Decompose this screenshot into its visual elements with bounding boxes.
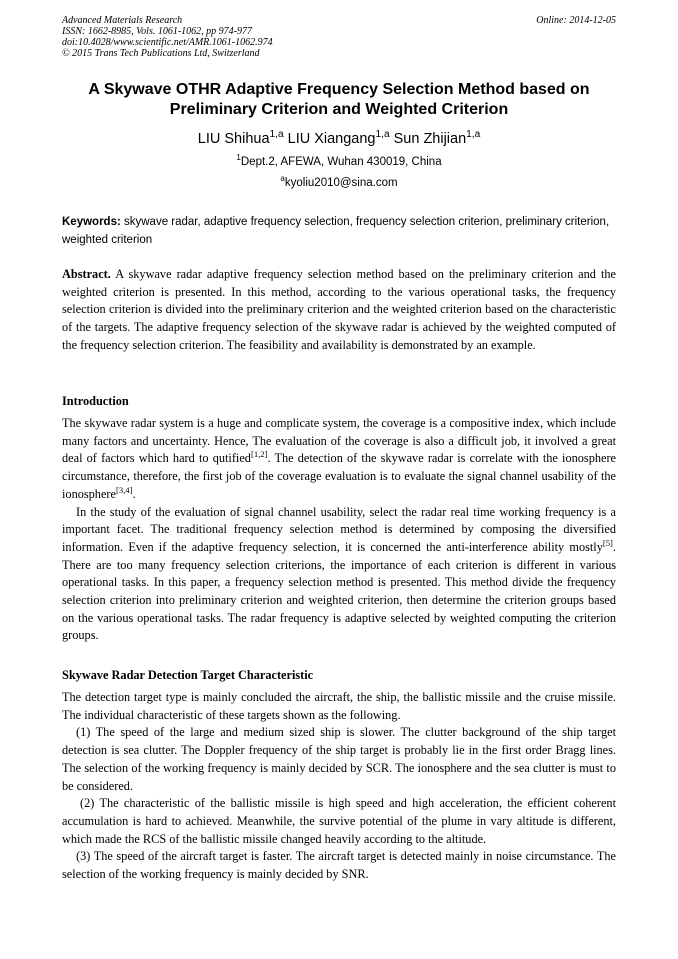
introduction-heading: Introduction <box>62 394 129 408</box>
intro-p2-text-b: . There are too many frequency selection criterions, the importance of each criterion is different in various operational tasks. In this paper, a frequency selection method is presented. This method divide the frequency selection criterion into preliminary criterion and weighted criterion, then determine the criterion groups based on the various operational tasks. The radar frequency is adaptive selected by weighted computing the criterion groups. <box>62 539 616 643</box>
intro-p1-text-c: . <box>132 486 136 501</box>
paper-title: A Skywave OTHR Adaptive Frequency Selection Method based on Preliminary Criterion and Weighted Criterion <box>88 81 590 118</box>
citation-1-2: [1,2] <box>250 449 268 460</box>
intro-p1-text-b: . The detection of the skywave radar is correlate with the ionosphere circumstance, therefore, the first job of the coverage evaluation is to evaluate the signal channel usability of the ionosphere <box>62 451 617 501</box>
abstract <box>62 266 616 355</box>
author-superscript: 1,a <box>466 129 481 141</box>
section2-paragraph-ship: (1) The speed of the large and medium sized ship is slower. The clutter background of the ship target detection is sea clutter. The Doppler frequency of the ship target is probably lie in the first order Bragg lines. The selection of the working frequency is mainly decided by SCR. The ionosphere and the sea clutter is must to be considered. <box>62 725 616 793</box>
introduction-body <box>62 415 616 645</box>
section-2-body <box>62 689 616 884</box>
email-superscript: a <box>280 174 285 184</box>
intro-paragraph-2 <box>62 504 616 646</box>
section-heading-target-characteristic: Skywave Radar Detection Target Characteristic <box>62 668 314 682</box>
section2-paragraph-aircraft: (3) The speed of the aircraft target is faster. The aircraft target is detected mainly in noise circumstance. The selection of the working frequency is mainly decided by SNR. <box>62 849 616 882</box>
intro-paragraph-1 <box>62 415 616 504</box>
affiliation-text: Dept.2, AFEWA, Wuhan 430019, China <box>240 156 442 168</box>
affiliation-superscript: 1 <box>236 153 241 163</box>
abstract-label: Abstract. <box>62 267 111 281</box>
section2-paragraph-ballistic: (2) The characteristic of the ballistic missile is high speed and high acceleration, the efficient coherent accumulation is hard to achieved. Meanwhile, the survive potential of the plume in vary altitude is different, which made the RCS of the ballistic missile changed heavily according to the altitude. <box>62 796 616 846</box>
email-text: kyoliu2010@sina.com <box>284 177 398 189</box>
intro-p2-text-a: In the study of the evaluation of signal channel usability, select the radar real time working frequency is a important facet. The traditional frequency selection method is determined by composing the diversified information. Even if the adaptive frequency selection, it is concerned the anti-interference ability mostly <box>62 504 616 554</box>
affiliation <box>62 155 616 170</box>
journal-header <box>62 15 616 59</box>
journal-name: Advanced Materials Research <box>62 15 183 26</box>
keywords-label: Keywords: <box>62 216 121 228</box>
author-superscript: 1,a <box>375 129 390 141</box>
abstract-text: A skywave radar adaptive frequency selection method based on the preliminary criterion and the weighted criterion is presented. In this method, according to the various operational tasks, the frequency selection criterion is divided into the preliminary criterion and the weighted criterion based on the characteristic of the targets. The adaptive frequency selection of the skywave radar is achieved by the weighted computed of the frequency selection criterion. The feasibility and availability is demonstrated by an example. <box>62 267 616 352</box>
copyright-line: © 2015 Trans Tech Publications Ltd, Switzerland <box>62 48 260 59</box>
section2-paragraph-1: The detection target type is mainly concluded the aircraft, the ship, the ballistic missile and the cruise missile. The individual characteristic of these targets shown as the following. <box>62 690 616 722</box>
author-name: LIU Shihua <box>197 131 270 147</box>
intro-p1-text-a: The skywave radar system is a huge and complicate system, the coverage is a compositive index, which include many factors and uncertainty. Hence, The evaluation of the coverage is also a difficult job, it involved a great deal of factors which hard to qutified <box>62 416 616 466</box>
author-email <box>62 176 616 191</box>
online-date: Online: 2014-12-05 <box>536 15 616 26</box>
author-list <box>62 130 616 148</box>
author-name: Sun Zhijian <box>393 131 467 147</box>
author-name: LIU Xiangang <box>287 131 376 147</box>
issn-line: ISSN: 1662-8985, Vols. 1061-1062, pp 974-977 <box>62 26 252 37</box>
citation-3-4: [3,4] <box>115 484 133 495</box>
keywords-text: skywave radar, adaptive frequency selection, frequency selection criterion, preliminary criterion, weighted criterion <box>62 216 610 246</box>
author-superscript: 1,a <box>269 129 284 141</box>
citation-5: [5] <box>602 537 613 548</box>
doi-line: doi:10.4028/www.scientific.net/AMR.1061-1062.974 <box>62 37 273 48</box>
keywords <box>62 213 616 249</box>
